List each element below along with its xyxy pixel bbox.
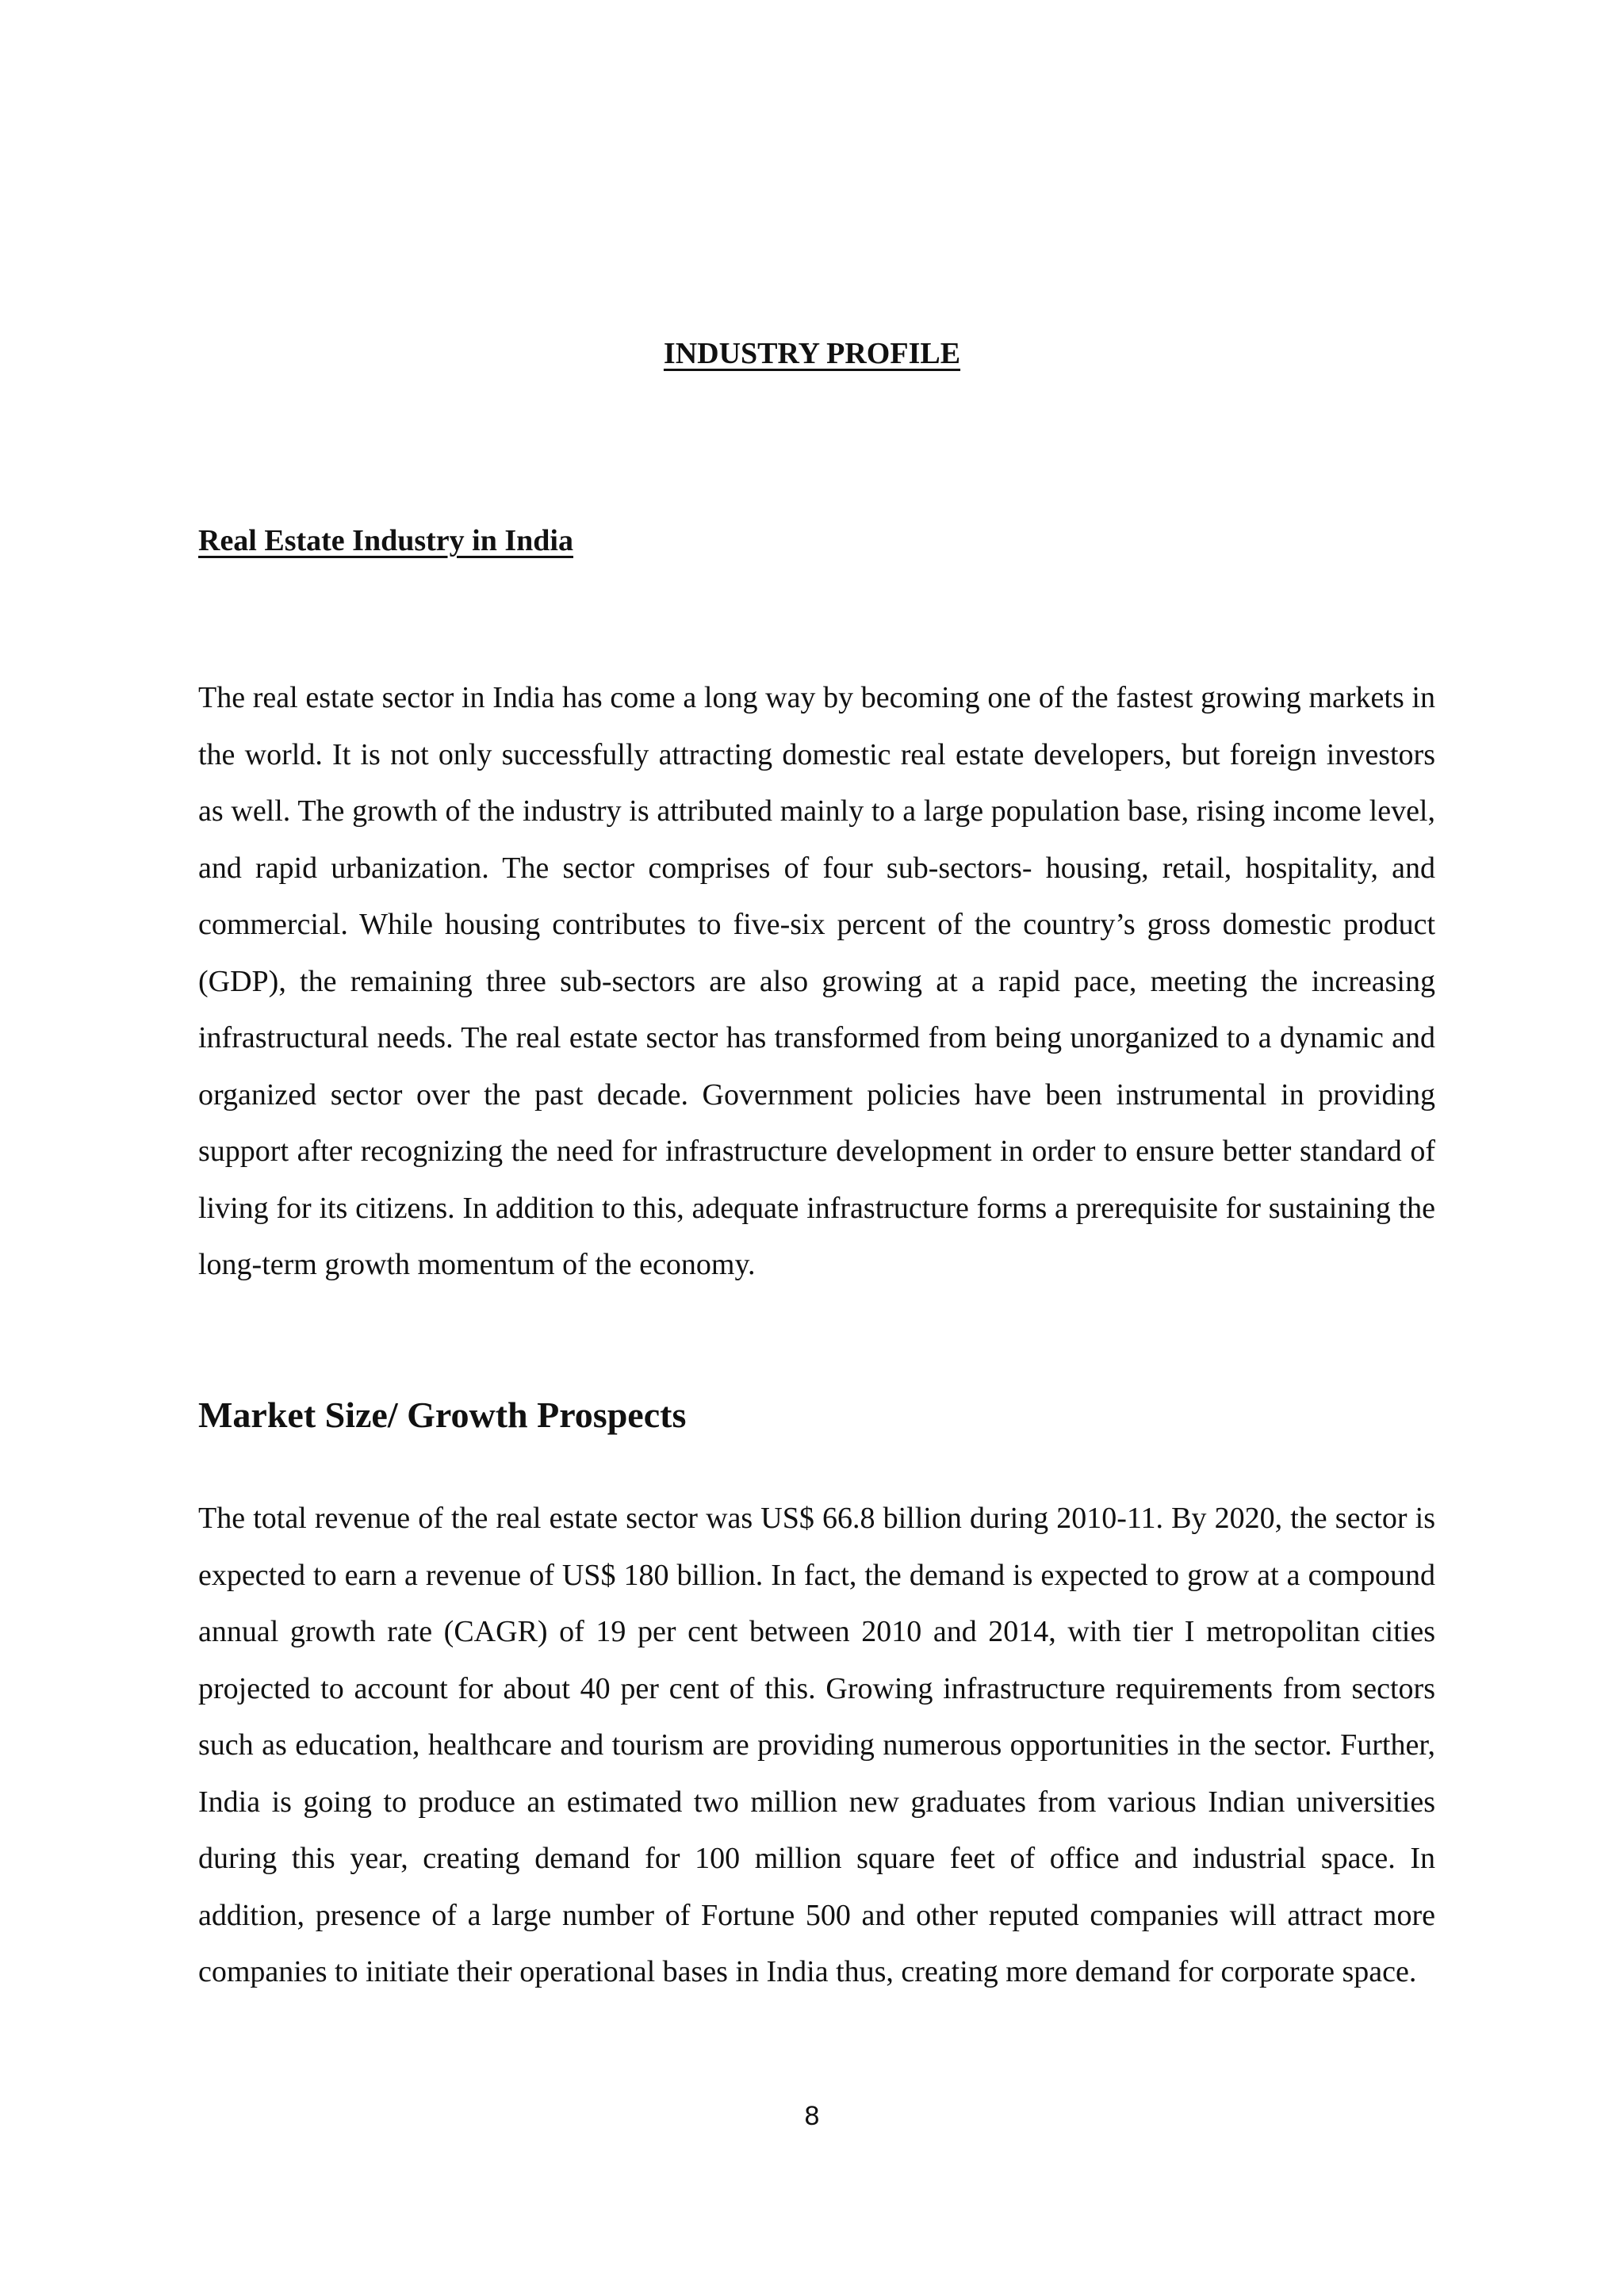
page-title-text: INDUSTRY PROFILE — [663, 337, 961, 370]
market-size-paragraph: The total revenue of the real estate sector was US$ 66.8 billion during 2010-11. By 2020, the sector is expected to earn a revenue of US$ 180 billion. In fact, the demand is expected to grow at a compound annual growth rate (CAGR) of 19 per cent between 2010 and 2014, with tier I metropolitan cities projected to account for about 40 per cent of this. Growing infrastructure requirements from sectors such as education, healthcare and tourism are providing numerous opportunities in the sector. Further, India is going to produce an estimated two million new graduates from various Indian universities during this year, creating demand for 100 million square feet of office and industrial space. In addition, presence of a large number of Fortune 500 and other reputed companies will attract more companies to initiate their operational bases in India thus, creating more demand for corporate space. — [198, 1502, 1435, 1988]
section-heading: Real Estate Industry in India — [198, 524, 573, 557]
page-number: 8 — [804, 2101, 820, 2131]
market-size-heading: Market Size/ Growth Prospects — [198, 1395, 687, 1435]
intro-paragraph: The real estate sector in India has come a long way by becoming one of the fastest growing markets in the world. It is not only successfully attracting domestic real estate developers, but foreign investors as well. The growth of the industry is attributed mainly to a large population base, rising income level, and rapid urbanization. The sector comprises of four sub-sectors- housing, retail, hospitality, and commercial. While housing contributes to five-six percent of the country’s gross domestic product (GDP), the remaining three sub-sectors are also growing at a rapid pace, meeting the increasing infrastructural needs. The real estate sector has transformed from being unorganized to a dynamic and organized sector over the past decade. Government policies have been instrumental in providing support after recognizing the need for infrastructure development in order to ensure better standard of living for its citizens. In addition to this, adequate infrastructure forms a prerequisite for sustaining the long-term growth momentum of the economy. — [198, 681, 1435, 1281]
page-title — [0, 336, 1624, 371]
